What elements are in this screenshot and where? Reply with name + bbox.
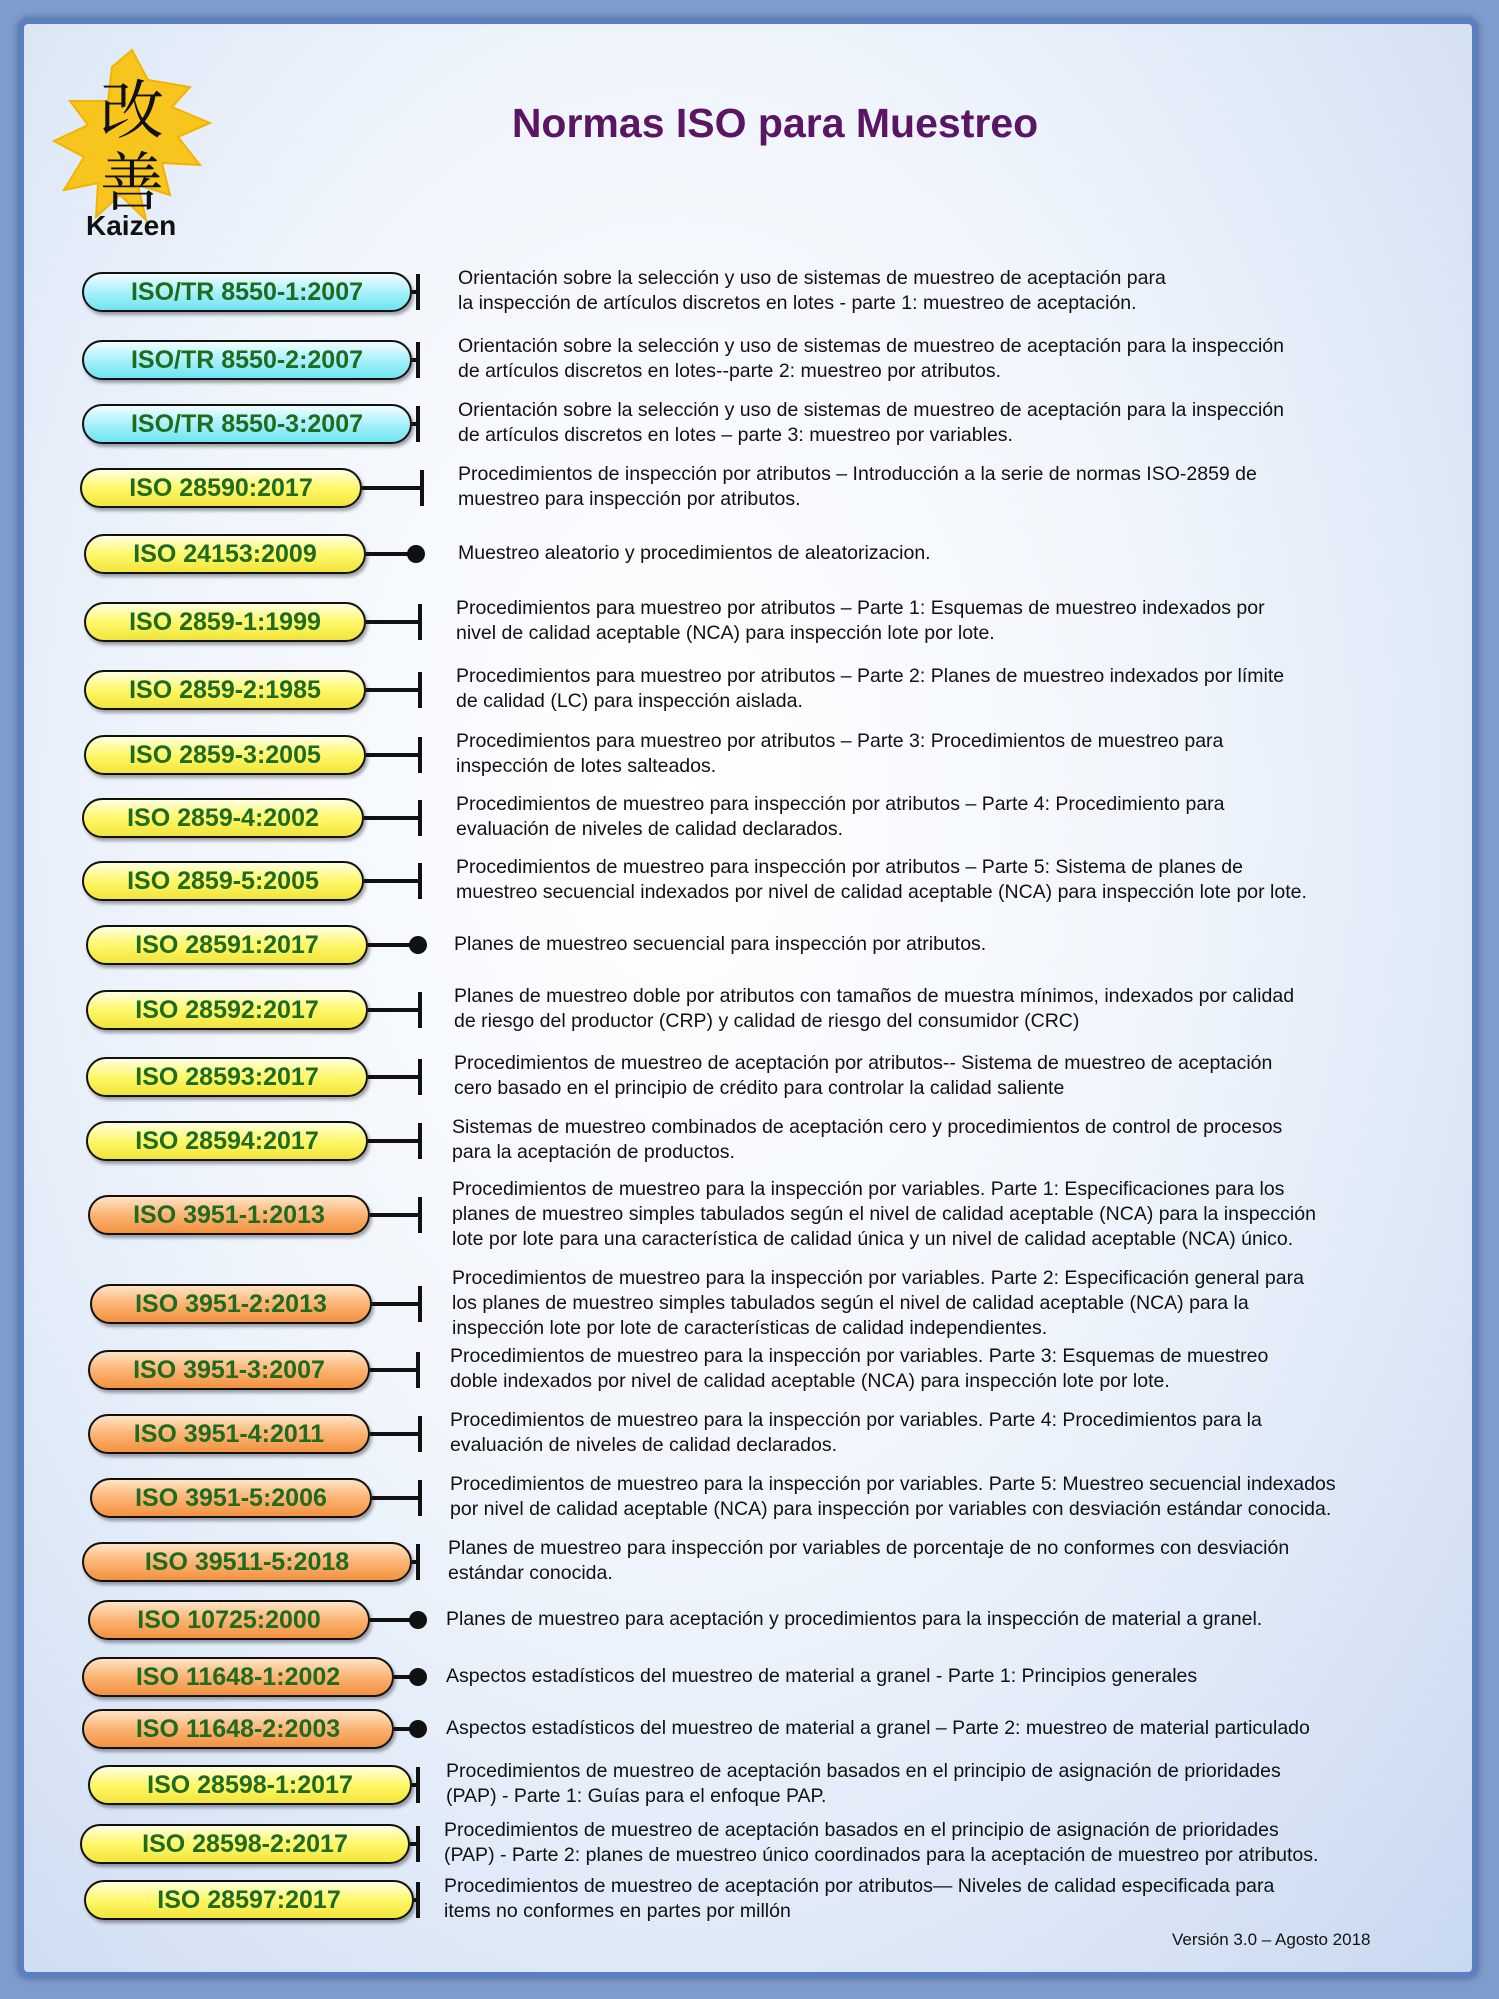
- standard-description: [446, 1716, 1310, 1741]
- connector-bar-icon: [418, 992, 422, 1028]
- description-line: Planes de muestreo secuencial para inspección por atributos.: [454, 932, 987, 955]
- page-title: Normas ISO para Muestreo: [511, 100, 1039, 146]
- connector-bar-icon: [416, 1826, 420, 1862]
- connector-bar-icon: [418, 1286, 422, 1322]
- description-line: Sistemas de muestreo combinados de aceptación cero y procedimientos de control de procesos: [452, 1116, 1283, 1138]
- description-line: Procedimientos para muestreo por atributos – Parte 1: Esquemas de muestreo indexados por: [456, 597, 1265, 619]
- connector-bar-icon: [418, 737, 422, 773]
- logo-label: Kaizen: [86, 210, 177, 241]
- standard-code-badge: ISO 2859-1:1999: [84, 602, 366, 642]
- description-line: cero basado en el principio de crédito para controlar la calidad saliente: [454, 1077, 1065, 1099]
- description-line: Orientación sobre la selección y uso de sistemas de muestreo de aceptación para la inspección: [458, 399, 1284, 421]
- description-line: Muestreo aleatorio y procedimientos de aleatorizacion.: [458, 541, 931, 564]
- description-line: Procedimientos de muestreo para inspección por atributos – Parte 4: Procedimiento para: [456, 793, 1225, 815]
- standard-code-badge: ISO 3951-1:2013: [88, 1195, 370, 1235]
- standard-code-badge: ISO 2859-4:2002: [82, 798, 364, 838]
- standard-code-badge: ISO 28592:2017: [86, 990, 368, 1030]
- standard-description: [456, 729, 1223, 779]
- description-line: inspección de lotes salteados.: [456, 755, 717, 777]
- description-line: de riesgo del productor (CRP) y calidad de riesgo del consumidor (CRC): [454, 1010, 1080, 1032]
- standard-code-badge: ISO 2859-5:2005: [82, 861, 364, 901]
- connector-bar-icon: [418, 604, 422, 640]
- standard-description: [456, 792, 1225, 842]
- standard-description: [444, 1818, 1318, 1868]
- description-line: de calidad (LC) para inspección aislada.: [456, 690, 803, 712]
- connector-bar-icon: [418, 1197, 422, 1233]
- standard-description: [452, 1177, 1316, 1252]
- standard-code-badge: ISO/TR 8550-3:2007: [82, 404, 412, 444]
- standard-code-badge: ISO 39511-5:2018: [82, 1542, 412, 1582]
- description-line: de artículos discretos en lotes--parte 2: muestreo por atributos.: [458, 360, 1002, 382]
- connector-line: [368, 1075, 420, 1079]
- connector-dot-icon: [407, 545, 425, 563]
- description-line: inspección lote por lote de características de calidad independientes.: [452, 1316, 1048, 1339]
- standard-description: [450, 1344, 1268, 1394]
- standard-code-badge: ISO 2859-2:1985: [84, 670, 366, 710]
- connector-line: [368, 1139, 420, 1143]
- description-line: Procedimientos de muestreo de aceptación por atributos— Niveles de calidad especificada para: [444, 1875, 1275, 1897]
- connector-bar-icon: [418, 1123, 422, 1159]
- standard-code-badge: ISO 11648-1:2002: [82, 1657, 394, 1697]
- standard-description: [458, 541, 931, 566]
- standard-code-badge: ISO 28598-2:2017: [80, 1824, 410, 1864]
- standard-description: [450, 1408, 1262, 1458]
- connector-line: [372, 1302, 420, 1306]
- description-line: lote por lote para una característica de calidad única y un nivel de calidad aceptable (NCA) único.: [452, 1227, 1294, 1250]
- standard-code-badge: ISO 10725:2000: [88, 1600, 370, 1640]
- standard-description: [446, 1607, 1262, 1632]
- description-line: evaluación de niveles de calidad declarados.: [450, 1434, 838, 1456]
- connector-bar-icon: [418, 1059, 422, 1095]
- description-line: Orientación sobre la selección y uso de sistemas de muestreo de aceptación para: [458, 267, 1166, 289]
- standard-code-badge: ISO 3951-5:2006: [90, 1478, 372, 1518]
- description-line: Aspectos estadísticos del muestreo de material a granel – Parte 2: muestreo de material particulado: [446, 1716, 1310, 1739]
- connector-line: [362, 486, 422, 490]
- standard-description: [444, 1874, 1274, 1924]
- connector-bar-icon: [418, 863, 422, 899]
- description-line: Aspectos estadísticos del muestreo de material a granel - Parte 1: Principios generales: [446, 1664, 1198, 1687]
- version-label: Versión 3.0 – Agosto 2018: [1172, 1930, 1371, 1949]
- description-line: muestreo secuencial indexados por nivel de calidad aceptable (NCA) para inspección lote por lote.: [456, 881, 1307, 903]
- connector-bar-icon: [418, 1416, 422, 1452]
- connector-bar-icon: [416, 274, 420, 310]
- connector-bar-icon: [416, 1544, 420, 1580]
- connector-line: [366, 620, 420, 624]
- description-line: los planes de muestreo simples tabulados según el nivel de calidad aceptable (NCA) para la: [452, 1291, 1249, 1314]
- standard-code-badge: ISO 28593:2017: [86, 1057, 368, 1097]
- connector-line: [372, 1496, 420, 1500]
- standard-code-badge: ISO 28598-1:2017: [88, 1765, 412, 1805]
- description-line: Orientación sobre la selección y uso de sistemas de muestreo de aceptación para la inspección: [458, 335, 1284, 357]
- description-line: Procedimientos para muestreo por atributos – Parte 2: Planes de muestreo indexados por límite: [456, 665, 1285, 687]
- standard-description: [456, 664, 1284, 714]
- description-line: items no conformes en partes por millón: [444, 1900, 791, 1922]
- description-line: planes de muestreo simples tabulados según el nivel de calidad aceptable (NCA) para la inspección: [452, 1202, 1316, 1225]
- connector-line: [366, 688, 420, 692]
- connector-bar-icon: [416, 1352, 420, 1388]
- description-line: por nivel de calidad aceptable (NCA) para inspección por variables con desviación estándar conocida.: [450, 1498, 1332, 1520]
- standard-description: [446, 1664, 1197, 1689]
- description-line: (PAP) - Parte 1: Guías para el enfoque PAP.: [446, 1785, 827, 1807]
- standard-code-badge: ISO 3951-4:2011: [88, 1414, 370, 1454]
- description-line: nivel de calidad aceptable (NCA) para inspección lote por lote.: [456, 622, 995, 644]
- standard-code-badge: ISO 28597:2017: [84, 1880, 414, 1920]
- connector-line: [366, 753, 420, 757]
- description-line: Procedimientos de muestreo para la inspección por variables. Parte 1: Especificaciones para los: [452, 1177, 1285, 1200]
- standard-description: [456, 855, 1307, 905]
- connector-bar-icon: [418, 1480, 422, 1516]
- standard-description: [454, 984, 1294, 1034]
- description-line: Procedimientos para muestreo por atributos – Parte 3: Procedimientos de muestreo para: [456, 730, 1224, 752]
- standard-description: [450, 1472, 1336, 1522]
- connector-dot-icon: [409, 1611, 427, 1629]
- standard-description: [456, 596, 1265, 646]
- connector-dot-icon: [409, 936, 427, 954]
- description-line: para la aceptación de productos.: [452, 1141, 735, 1163]
- connector-line: [370, 1432, 420, 1436]
- description-line: Procedimientos de muestreo para la inspección por variables. Parte 3: Esquemas de muestreo: [450, 1345, 1269, 1367]
- standard-description: [458, 462, 1257, 512]
- standard-code-badge: ISO 11648-2:2003: [82, 1709, 394, 1749]
- standard-description: [448, 1536, 1289, 1586]
- connector-line: [370, 1368, 418, 1372]
- description-line: Planes de muestreo para aceptación y procedimientos para la inspección de material a granel.: [446, 1607, 1263, 1630]
- description-line: Procedimientos de muestreo para la inspección por variables. Parte 5: Muestreo secuencial indexados: [450, 1473, 1336, 1495]
- standard-code-badge: ISO 28591:2017: [86, 925, 368, 965]
- connector-bar-icon: [416, 1882, 420, 1918]
- standard-description: [454, 932, 986, 957]
- connector-dot-icon: [409, 1668, 427, 1686]
- connector-line: [370, 1213, 420, 1217]
- description-line: de artículos discretos en lotes – parte 3: muestreo por variables.: [458, 424, 1013, 446]
- connector-bar-icon: [420, 470, 424, 506]
- standard-code-badge: ISO 28590:2017: [80, 468, 362, 508]
- standard-code-badge: ISO 3951-2:2013: [90, 1284, 372, 1324]
- standard-code-badge: ISO/TR 8550-1:2007: [82, 272, 412, 312]
- description-line: Procedimientos de muestreo de aceptación basados en el principio de asignación de prioridades: [444, 1819, 1279, 1841]
- standard-code-badge: ISO 24153:2009: [84, 534, 366, 574]
- standard-description: [458, 334, 1284, 384]
- standard-description: [454, 1051, 1272, 1101]
- standard-code-badge: ISO 2859-3:2005: [84, 735, 366, 775]
- connector-line: [368, 1008, 420, 1012]
- connector-bar-icon: [418, 672, 422, 708]
- description-line: Procedimientos de muestreo para inspección por atributos – Parte 5: Sistema de planes de: [456, 856, 1243, 878]
- standard-code-badge: ISO 28594:2017: [86, 1121, 368, 1161]
- connector-line: [364, 816, 420, 820]
- description-line: Procedimientos de muestreo para la inspección por variables. Parte 4: Procedimientos para la: [450, 1409, 1262, 1431]
- connector-bar-icon: [418, 800, 422, 836]
- description-line: doble indexados por nivel de calidad aceptable (NCA) para inspección lote por lote.: [450, 1370, 1170, 1392]
- standard-description: [458, 266, 1166, 316]
- description-line: Procedimientos de inspección por atributos – Introducción a la serie de normas ISO-2859 de: [458, 463, 1257, 485]
- connector-bar-icon: [416, 342, 420, 378]
- standard-code-badge: ISO/TR 8550-2:2007: [82, 340, 412, 380]
- description-line: Planes de muestreo para inspección por variables de porcentaje de no conformes con desviación: [448, 1537, 1290, 1559]
- connector-dot-icon: [409, 1720, 427, 1738]
- description-line: evaluación de niveles de calidad declarados.: [456, 818, 844, 840]
- description-line: Procedimientos de muestreo de aceptación basados en el principio de asignación de prioridades: [446, 1760, 1281, 1782]
- description-line: muestreo para inspección por atributos.: [458, 488, 801, 510]
- description-line: Procedimientos de muestreo de aceptación por atributos-- Sistema de muestreo de aceptación: [454, 1052, 1273, 1074]
- description-line: Procedimientos de muestreo para la inspección por variables. Parte 2: Especificación general para: [452, 1266, 1304, 1289]
- connector-bar-icon: [416, 1767, 420, 1803]
- description-line: la inspección de artículos discretos en lotes - parte 1: muestreo de aceptación.: [458, 292, 1137, 314]
- connector-bar-icon: [416, 406, 420, 442]
- kanji-zen: 善: [100, 147, 164, 221]
- standard-description: [458, 398, 1284, 448]
- kanji-kai: 改: [100, 75, 164, 149]
- connector-line: [364, 879, 420, 883]
- description-line: (PAP) - Parte 2: planes de muestreo único coordinados para la aceptación de muestreo por atributos.: [444, 1844, 1319, 1866]
- standard-description: [446, 1759, 1281, 1809]
- standard-description: [452, 1266, 1304, 1341]
- description-line: Planes de muestreo doble por atributos con tamaños de muestra mínimos, indexados por calidad: [454, 985, 1295, 1007]
- description-line: estándar conocida.: [448, 1562, 613, 1584]
- standard-description: [452, 1115, 1282, 1165]
- standard-code-badge: ISO 3951-3:2007: [88, 1350, 370, 1390]
